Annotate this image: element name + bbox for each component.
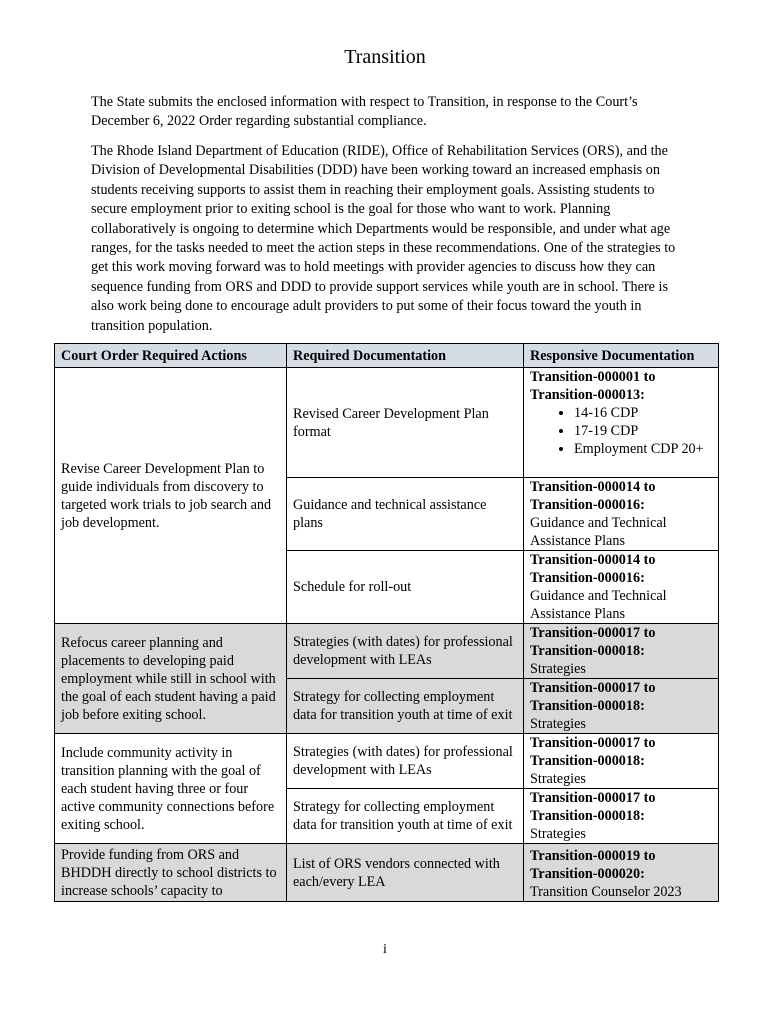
action-cell: Revise Career Development Plan to guide individuals from discovery to targeted work trials to job search and job development. [55,368,287,624]
bates-range: Transition-000017 to Transition-000018: [530,790,656,824]
response-cell [524,368,719,478]
response-cell [524,679,719,734]
header-required-doc: Required Documentation [287,344,524,368]
cdp-list [530,404,712,458]
doc-cell: Strategies (with dates) for professional development with LEAs [287,734,524,789]
response-cell [524,789,719,844]
response-desc: Strategies [530,826,586,842]
list-item: • Employment CDP 20+ [574,440,712,458]
response-cell [524,844,719,902]
doc-cell: Revised Career Development Plan format [287,368,524,478]
response-cell [524,478,719,551]
doc-cell: Strategy for collecting employment data for transition youth at time of exit [287,679,524,734]
list-item: • 17-19 CDP [574,422,712,440]
table-row [55,624,719,679]
table-row [55,368,719,478]
doc-cell: Schedule for roll-out [287,551,524,624]
list-item: • 14-16 CDP [574,404,712,422]
doc-cell: Strategy for collecting employment data for transition youth at time of exit [287,789,524,844]
response-desc: Guidance and Technical Assistance Plans [530,515,667,549]
bates-range: Transition-000017 to Transition-000018: [530,680,656,714]
transition-table [54,343,719,902]
response-cell [524,624,719,679]
action-cell: Provide funding from ORS and BHDDH directly to school districts to increase schools’ capacity to [55,844,287,902]
table-row [55,844,719,902]
response-cell [524,551,719,624]
bates-range: Transition-000014 to Transition-000016: [530,479,656,513]
bates-range: Transition-000001 to Transition-000013: [530,369,656,403]
page-title: Transition [344,46,426,68]
bates-range: Transition-000017 to Transition-000018: [530,735,656,769]
response-desc: Strategies [530,716,586,732]
body-paragraph: The Rhode Island Department of Education (RIDE), Office of Rehabilitation Services (ORS), and the Division of Developmental Disabilities (DDD) have been working toward an increased emphasis on students receiving supports to assist them in reaching their employment goals. Assisting students to secure employment prior to exiting school is the goal for those who want to work. Planning collaboratively is ongoing to determine which Departments would be responsible, and under what age ranges, for the tasks needed to meet the action steps in these recommendations. One of the strategies to get this work moving forward was to hold meetings with provider agencies to discuss how they can sequence funding from ORS and DDD to provide support services while youth are in school. There is also work being done to encourage adult providers to put some of their focus toward the youth in transition population. [91,143,676,334]
response-desc: Strategies [530,771,586,787]
doc-cell: Strategies (with dates) for professional development with LEAs [287,624,524,679]
doc-cell: Guidance and technical assistance plans [287,478,524,551]
intro-paragraph: The State submits the enclosed information with respect to Transition, in response to the Court’s December 6, 2022 Order regarding substantial compliance. [91,94,638,130]
table-header-row [55,344,719,368]
doc-cell: List of ORS vendors connected with each/every LEA [287,844,524,902]
action-cell: Refocus career planning and placements to developing paid employment while still in school with the goal of each student having a paid job before exiting school. [55,624,287,734]
action-cell: Include community activity in transition planning with the goal of each student having three or four active community connections before exiting school. [55,734,287,844]
bates-range: Transition-000017 to Transition-000018: [530,625,656,659]
response-desc: Guidance and Technical Assistance Plans [530,588,667,622]
header-responsive-doc: Responsive Documentation [524,344,719,368]
bates-range: Transition-000019 to Transition-000020: [530,848,656,882]
bates-range: Transition-000014 to Transition-000016: [530,552,656,586]
header-actions: Court Order Required Actions [55,344,287,368]
table-row [55,734,719,789]
response-cell [524,734,719,789]
response-desc: Strategies [530,661,586,677]
page-number: i [383,942,387,957]
response-desc: Transition Counselor 2023 [530,884,682,900]
